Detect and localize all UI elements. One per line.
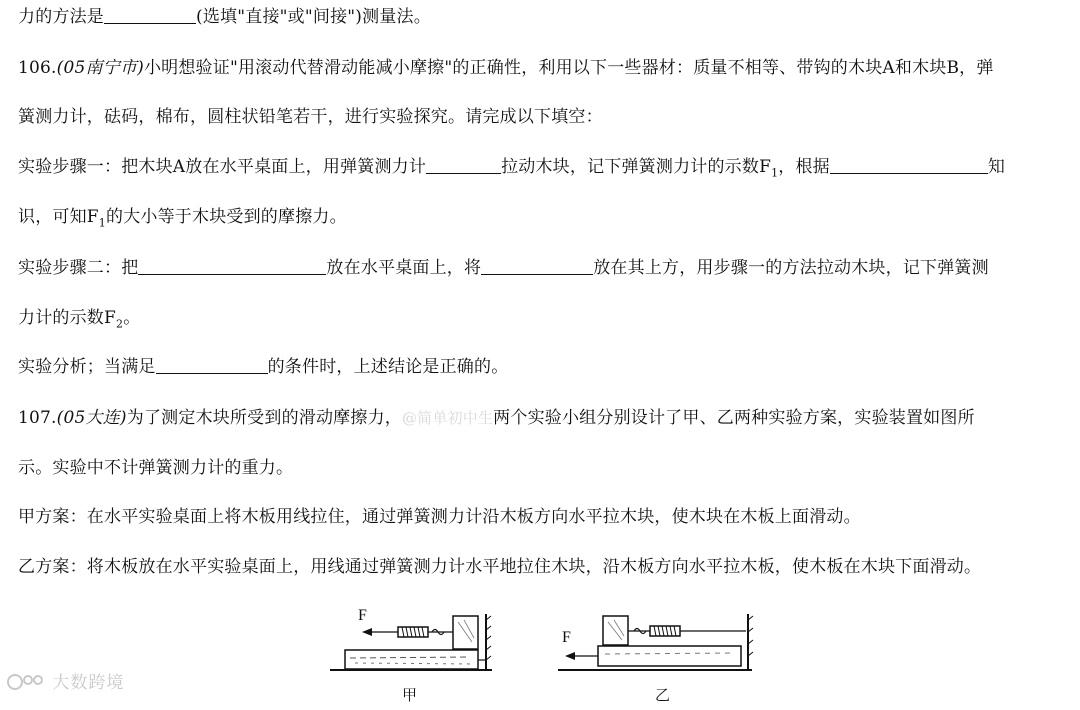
answer-blank: [138, 258, 326, 275]
question-number: 106.: [18, 58, 57, 78]
inline-watermark: @简单初中生: [401, 409, 494, 427]
question-source: (05大连): [56, 408, 127, 428]
text-span: 拉动木块，记下弹簧测力计的示数F: [501, 157, 772, 177]
text-span: 示。实验中不计弹簧测力计的重力。: [18, 458, 294, 478]
text-span: 力计的示数F: [18, 308, 116, 328]
question-number: 107.: [18, 408, 57, 428]
figures-area: [0, 600, 1080, 706]
text-span: 实验分析；当满足: [18, 357, 156, 377]
corner-watermark: [6, 668, 124, 693]
question-107-line-1: [18, 407, 1068, 429]
text-span: 甲方案：在水平实验桌面上将木板用线拉住，通过弹簧测力计沿木板方向水平拉木块，使木块在木板上面滑动。: [18, 507, 861, 527]
question-106-line-2: [18, 106, 1068, 128]
watermark-logo-icon: [6, 671, 46, 693]
analysis-line: [18, 356, 1068, 378]
text-span: 的条件时，上述结论是正确的。: [267, 357, 509, 377]
text-span: 。: [123, 308, 141, 328]
text-span: 实验步骤二：把: [18, 258, 139, 278]
answer-blank: [426, 157, 501, 174]
text-span: 放在其上方，用步骤一的方法拉动木块，记下弹簧测: [593, 258, 989, 278]
text-span: 小明想验证"用滚动代替滑动能减小摩擦"的正确性，利用以下一些器材：质量不相等、带钩的木块A和木块B，弹: [143, 58, 994, 78]
figure-yi: [558, 614, 753, 670]
text-span: (选填"直接"或"间接")测量法。: [196, 7, 431, 27]
question-106-line-1: [18, 57, 1068, 79]
text-span: 知: [987, 157, 1006, 177]
text-span: 两个实验小组分别设计了甲、乙两种实验方案，实验装置如图所: [493, 408, 975, 428]
question-source: (05南宁市): [56, 58, 144, 78]
apparatus-diagrams: [0, 600, 1080, 706]
caption-jia: 甲: [402, 686, 418, 704]
force-label-jia: F: [358, 607, 367, 624]
answer-blank: [156, 357, 268, 374]
force-label-yi: F: [562, 629, 571, 646]
text-line-1: [18, 6, 1068, 28]
text-span: ，根据: [778, 157, 830, 177]
text-span: 力的方法是: [18, 7, 104, 27]
subscript: 2: [116, 317, 124, 331]
step-two-line-2: [18, 307, 1068, 335]
subscript: 1: [98, 216, 106, 230]
question-107-line-2: [18, 457, 1068, 479]
text-span: 识，可知F: [18, 207, 99, 227]
text-span: 簧测力计，砝码，棉布，圆柱状铅笔若干，进行实验探究。请完成以下填空：: [18, 107, 603, 127]
wooden-board: [598, 646, 741, 666]
answer-blank: [104, 7, 196, 24]
watermark-text: 大数跨境: [52, 673, 125, 693]
step-one-line-2: [18, 206, 1068, 234]
text-span: 放在水平桌面上，将: [326, 258, 482, 278]
step-one-line: [18, 156, 1068, 184]
figure-jia: [330, 607, 492, 670]
wooden-board: [345, 650, 478, 669]
plan-jia-line: [18, 506, 1068, 528]
text-span: 的大小等于木块受到的摩擦力。: [106, 207, 347, 227]
text-span: 实验步骤一：把木块A放在水平桌面上，用弹簧测力计: [18, 157, 427, 177]
caption-yi: 乙: [655, 686, 671, 704]
step-two-line: [18, 257, 1068, 279]
answer-blank: [481, 258, 593, 275]
wooden-block: [603, 616, 628, 645]
text-span: 为了测定木块所受到的滑动摩擦力，: [126, 408, 402, 428]
answer-blank: [830, 157, 988, 174]
plan-yi-line: [18, 556, 1068, 578]
text-span: 乙方案：将木板放在水平实验桌面上，用线通过弹簧测力计水平地拉住木块，沿木板方向水平拉木板，使木板在木块下面滑动。: [18, 557, 982, 577]
subscript: 1: [771, 166, 779, 180]
